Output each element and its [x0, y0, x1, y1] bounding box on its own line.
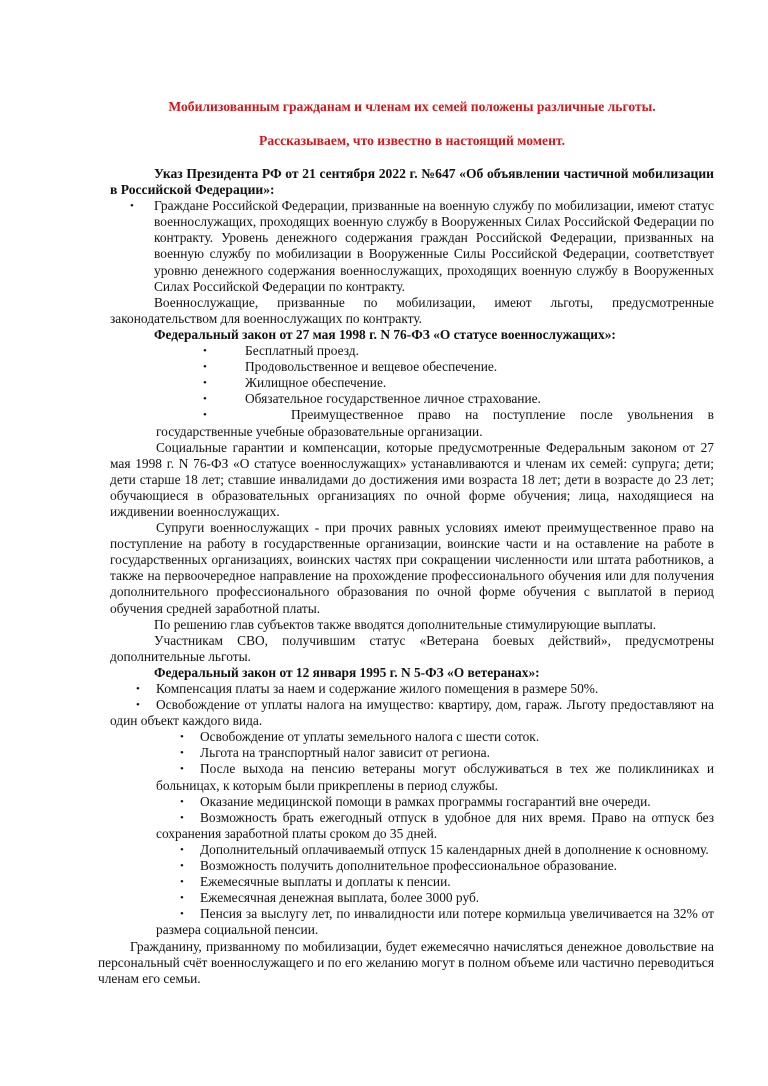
paragraph-contract: Военнослужащие, призванные по мобилизации, имеют льготы, предусмотренные законодательством для военнослужащих по контракту. [110, 294, 714, 326]
bullet-icon: • [130, 200, 134, 213]
law76-heading: Федеральный закон от 27 мая 1998 г. N 76-ФЗ «О статусе военнослужащих»: [154, 326, 616, 342]
list-item: • Бесплатный проезд. [203, 343, 359, 359]
document-subtitle: Рассказываем, что известно в настоящий момент. [259, 133, 565, 148]
list-item: • Льгота на транспортный налог зависит от региона. [180, 745, 490, 761]
list-item: • Жилищное обеспечение. [203, 375, 387, 391]
list-item: • После выхода на пенсию ветераны могут обслуживаться в тех же поликлиниках и больницах, к которым были прикреплены в период службы. [156, 761, 714, 793]
paragraph-social-guarantees: Социальные гарантии и компенсации, которые предусмотренные Федеральным законом от 27 мая 1998 г. N 76-ФЗ «О статусе военнослужащих» устанавливаются и членам их семей: супруга; дети; дети старше 18 лет; ставшие инвалидами до достижения ими возраста 18 лет; дети в возрасте до 23 лет; обучающиеся в образовательных организациях по очной форме обучения; лица, находящиеся на иждивении военнослужащих. [110, 439, 714, 519]
document-title: Мобилизованным гражданам и членам их семей положены различные льготы. [168, 99, 656, 114]
decree-heading: Указ Президента РФ от 21 сентября 2022 г. №647 «Об объявлении частичной мобилизации в Российской Федерации»: [110, 166, 714, 198]
list-item: • Пенсия за выслугу лет, по инвалидности или потере кормильца увеличивается на 32% от размера социальной пенсии. [156, 906, 714, 938]
law76-list [110, 343, 714, 440]
bullet-icon: • [180, 876, 184, 889]
bullet-icon: • [180, 731, 184, 744]
list-item: • Продовольственное и вещевое обеспечение. [203, 359, 498, 375]
law5-heading: Федеральный закон от 12 января 1995 г. N 5-ФЗ «О ветеранах»: [154, 664, 540, 680]
bullet-icon: • [203, 345, 207, 358]
list-item: • Оказание медицинской помощи в рамках программы госгарантий вне очереди. [180, 793, 651, 809]
bullet-icon: • [180, 860, 184, 873]
bullet-icon: • [180, 763, 184, 776]
law5-list-a [110, 681, 714, 729]
list-item: • Дополнительный оплачиваемый отпуск 15 календарных дней в дополнение к основному. [180, 841, 709, 857]
list-item: • Граждане Российской Федерации, призванные на военную службу по мобилизации, имеют статус военнослужащих, проходящих военную службу в Вооруженных Силах Российской Федерации по контракту. Уровень денежного содержания граждан Российской Федерации, призванных на военную службу по мобилизации в Вооруженные Силы Российской Федерации, соответствует уровню денежного содержания военнослужащих, проходящих военную службу в Вооруженных Силах Российской Федерации по контракту. [130, 198, 714, 294]
decree-list [110, 198, 714, 295]
document-body [98, 166, 714, 987]
bullet-icon: • [203, 393, 207, 406]
list-item: • Компенсация платы за наем и содержание жилого помещения в размере 50%. [136, 681, 599, 696]
paragraph-svo: Участникам СВО, получившим статус «Ветерана боевых действий», предусмотрены дополнительные льготы. [110, 632, 714, 664]
bullet-icon: • [203, 361, 207, 374]
bullet-icon: • [203, 409, 207, 422]
list-item: • Освобождение от уплаты земельного налога с шести соток. [180, 729, 540, 745]
bullet-icon: • [203, 377, 207, 390]
bullet-icon: • [180, 892, 184, 905]
list-item: • Преимущественное право на поступление после увольнения в государственные учебные образовательные организации. [156, 407, 714, 439]
list-item: • Ежемесячная денежная выплата, более 3000 руб. [180, 890, 480, 906]
paragraph-final: Гражданину, призванному по мобилизации, будет ежемесячно начисляться денежное довольствие на персональный счёт военнослужащего и по его желанию могут в полном объеме или частично переводиться членам его семьи. [98, 938, 714, 986]
bullet-icon: • [180, 795, 184, 808]
list-item: • Возможность получить дополнительное профессиональное образование. [180, 858, 617, 874]
list-item: • Возможность брать ежегодный отпуск в удобное для них время. Право на отпуск без сохранения заработной платы сроком до 35 дней. [156, 809, 714, 841]
paragraph-spouses: Супруги военнослужащих - при прочих равных условиях имеют преимущественное право на поступление на работу в государственные организации, воинские части и на оставление на работе в государственных организациях, воинских частях при сокращении численности или штата работников, а также на первоочередное направление на прохождение профессионального обучения или для получения дополнительного профессионального образования по очной форме обучения с выплатой в период обучения средней заработной платы. [110, 520, 714, 616]
paragraph-regions: По решению глав субъектов также вводятся дополнительные стимулирующие выплаты. [154, 616, 657, 632]
bullet-icon: • [136, 699, 140, 712]
list-item: • Обязательное государственное личное страхование. [203, 391, 541, 407]
bullet-icon: • [136, 683, 140, 695]
list-item: • Освобождение от уплаты налога на имущество: квартиру, дом, гараж. Льготу предоставляют на один объект каждого вида. [110, 697, 714, 729]
law5-list-b [110, 729, 714, 938]
list-item: • Ежемесячные выплаты и доплаты к пенсии. [180, 874, 451, 890]
bullet-icon: • [180, 843, 184, 856]
bullet-icon: • [180, 908, 184, 921]
bullet-icon: • [180, 747, 184, 760]
bullet-icon: • [180, 811, 184, 824]
